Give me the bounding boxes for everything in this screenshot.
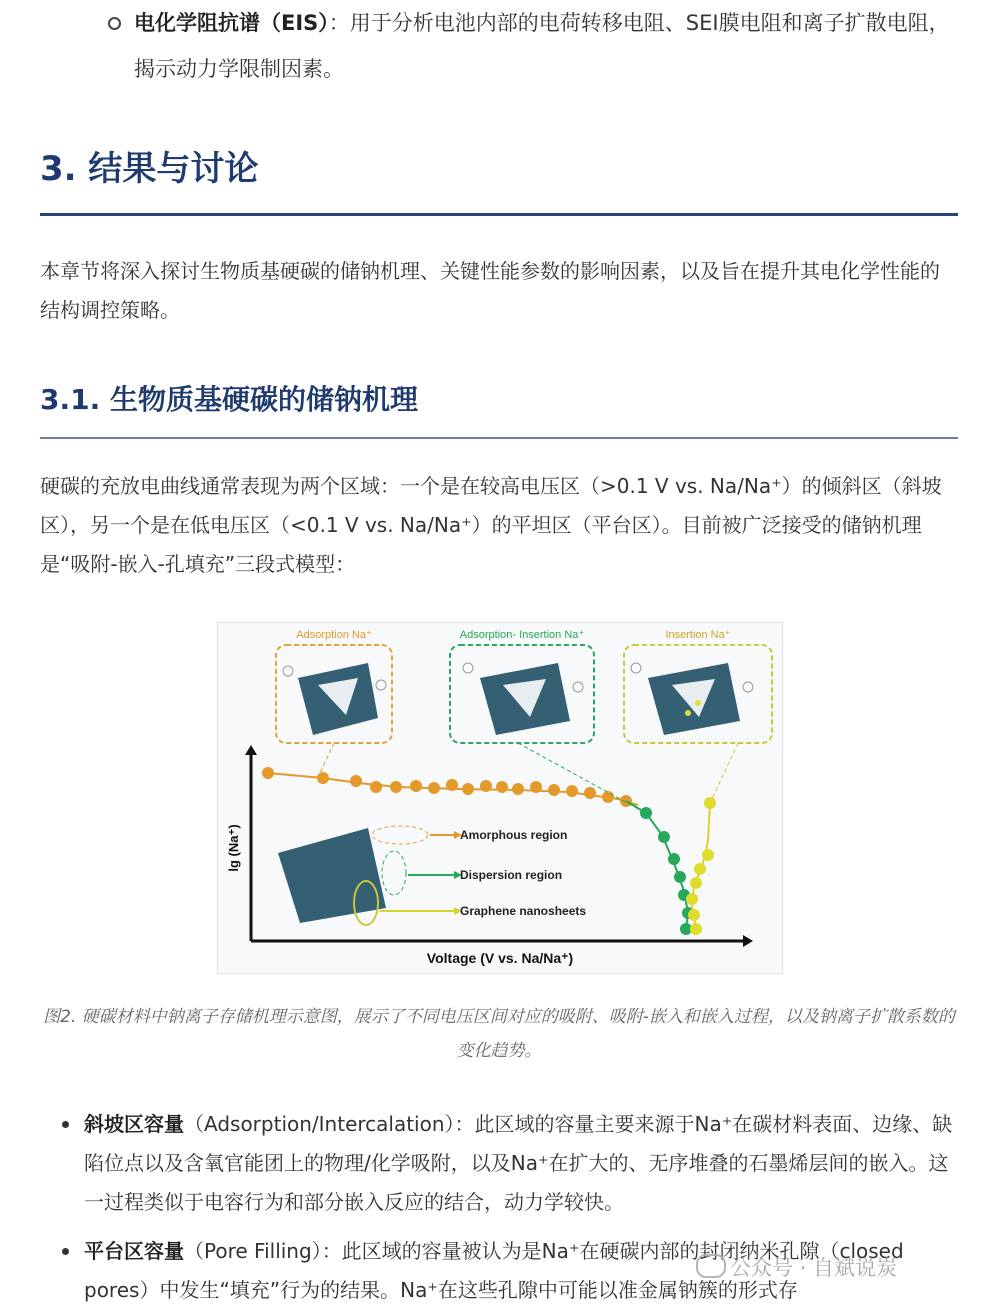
bullet-slope-text: ：此区域的容量主要来源于Na⁺在碳材料表面、边缘、缺陷位点以及含氧官能团上的物理/化学吸附，以及Na⁺在扩大的、无序堆叠的石墨烯层间的嵌入。这一过程类似于电容行为和部分嵌入反应的结合，动力学较快。 bbox=[84, 1112, 953, 1214]
adsorption-insertion-curve bbox=[626, 801, 688, 929]
panel-title-adsorption: Adsorption Na⁺ bbox=[296, 629, 372, 641]
x-axis-label: Voltage (V vs. Na/Na⁺) bbox=[426, 950, 574, 966]
bullet-dot-icon bbox=[62, 1248, 69, 1255]
eis-item-body: ：用于分析电池内部的电荷转移电阻、SEI膜电阻和离子扩散电阻，揭示动力学限制因素。 bbox=[134, 11, 950, 81]
bullet-plateau-title: 平台区容量 bbox=[84, 1239, 184, 1263]
watermark-text: 公众号 · 自斌说炭 bbox=[730, 1256, 898, 1280]
panel-title-insertion: Insertion Na⁺ bbox=[665, 629, 731, 641]
adsorption-points bbox=[262, 767, 632, 807]
y-axis-label: lg (Na⁺) bbox=[226, 824, 241, 872]
connector-insertion bbox=[712, 743, 738, 799]
watermark bbox=[696, 1252, 897, 1282]
connector-adsorption-insertion bbox=[518, 743, 642, 811]
wechat-icon bbox=[696, 1254, 726, 1278]
bullet-plateau-title-en: （Pore Filling） bbox=[184, 1239, 322, 1263]
bullet-dot-icon bbox=[62, 1121, 69, 1128]
bullet-plateau-text: ：此区域的容量被认为是Na⁺在硬碳内部的封闭纳米孔隙（closed pores）中发生“填充”行为的结果。Na⁺在这些孔隙中可能以准金属钠簇的形式存 bbox=[84, 1239, 904, 1302]
mechanism-figure bbox=[217, 622, 783, 974]
figure-caption: 图2. 硬碳材料中钠离子存储机理示意图，展示了不同电压区间对应的吸附、吸附-嵌入和嵌入过程，以及钠离子扩散系数的变化趋势。 bbox=[43, 1007, 955, 1061]
mechanism-paragraph: 硬碳的充放电曲线通常表现为两个区域：一个是在较高电压区（>0.1 V vs. Na/Na⁺）的倾斜区（斜坡区），另一个是在低电压区（<0.1 V vs. Na/Na⁺）的平坦区（平台区）。目前被广泛接受的储钠机理是“吸附-嵌入-孔填充”三段式模型： bbox=[40, 474, 942, 576]
legend-amorphous-region: Amorphous region bbox=[460, 828, 568, 842]
insertion-points bbox=[686, 797, 716, 935]
adsorption-insertion-points bbox=[640, 807, 694, 935]
section-intro: 本章节将深入探讨生物质基硬碳的储钠机理、关键性能参数的影响因素，以及旨在提升其电化学性能的结构调控策略。 bbox=[40, 259, 940, 322]
legend-graphene-nanosheets: Graphene nanosheets bbox=[460, 904, 587, 918]
y-axis-arrow bbox=[245, 745, 257, 755]
section-divider bbox=[40, 213, 958, 216]
connector-adsorption bbox=[320, 743, 334, 773]
bullet-slope-capacity bbox=[84, 1105, 960, 1222]
x-axis-arrow bbox=[743, 935, 753, 947]
panel-title-adsorption-insertion: Adsorption- Insertion Na⁺ bbox=[459, 629, 585, 641]
eis-item-text bbox=[134, 0, 968, 92]
section-heading: 3. 结果与讨论 bbox=[40, 149, 259, 189]
carbon-structure-illustration-1 bbox=[283, 663, 386, 735]
bullet-slope-title: 斜坡区容量 bbox=[84, 1112, 184, 1136]
carbon-structure-illustration-2 bbox=[463, 663, 583, 735]
eis-item-title: 电化学阻抗谱（EIS） bbox=[134, 11, 329, 35]
mechanism-diagram bbox=[218, 623, 782, 973]
hollow-bullet-icon bbox=[108, 17, 121, 30]
bullet-slope-title-en: （Adsorption/Intercalation） bbox=[184, 1112, 455, 1136]
legend-dispersion-region: Dispersion region bbox=[460, 868, 563, 882]
carbon-structure-illustration-3 bbox=[631, 663, 753, 735]
subsection-divider bbox=[40, 437, 958, 439]
subsection-heading: 3.1. 生物质基硬碳的储钠机理 bbox=[40, 383, 418, 416]
